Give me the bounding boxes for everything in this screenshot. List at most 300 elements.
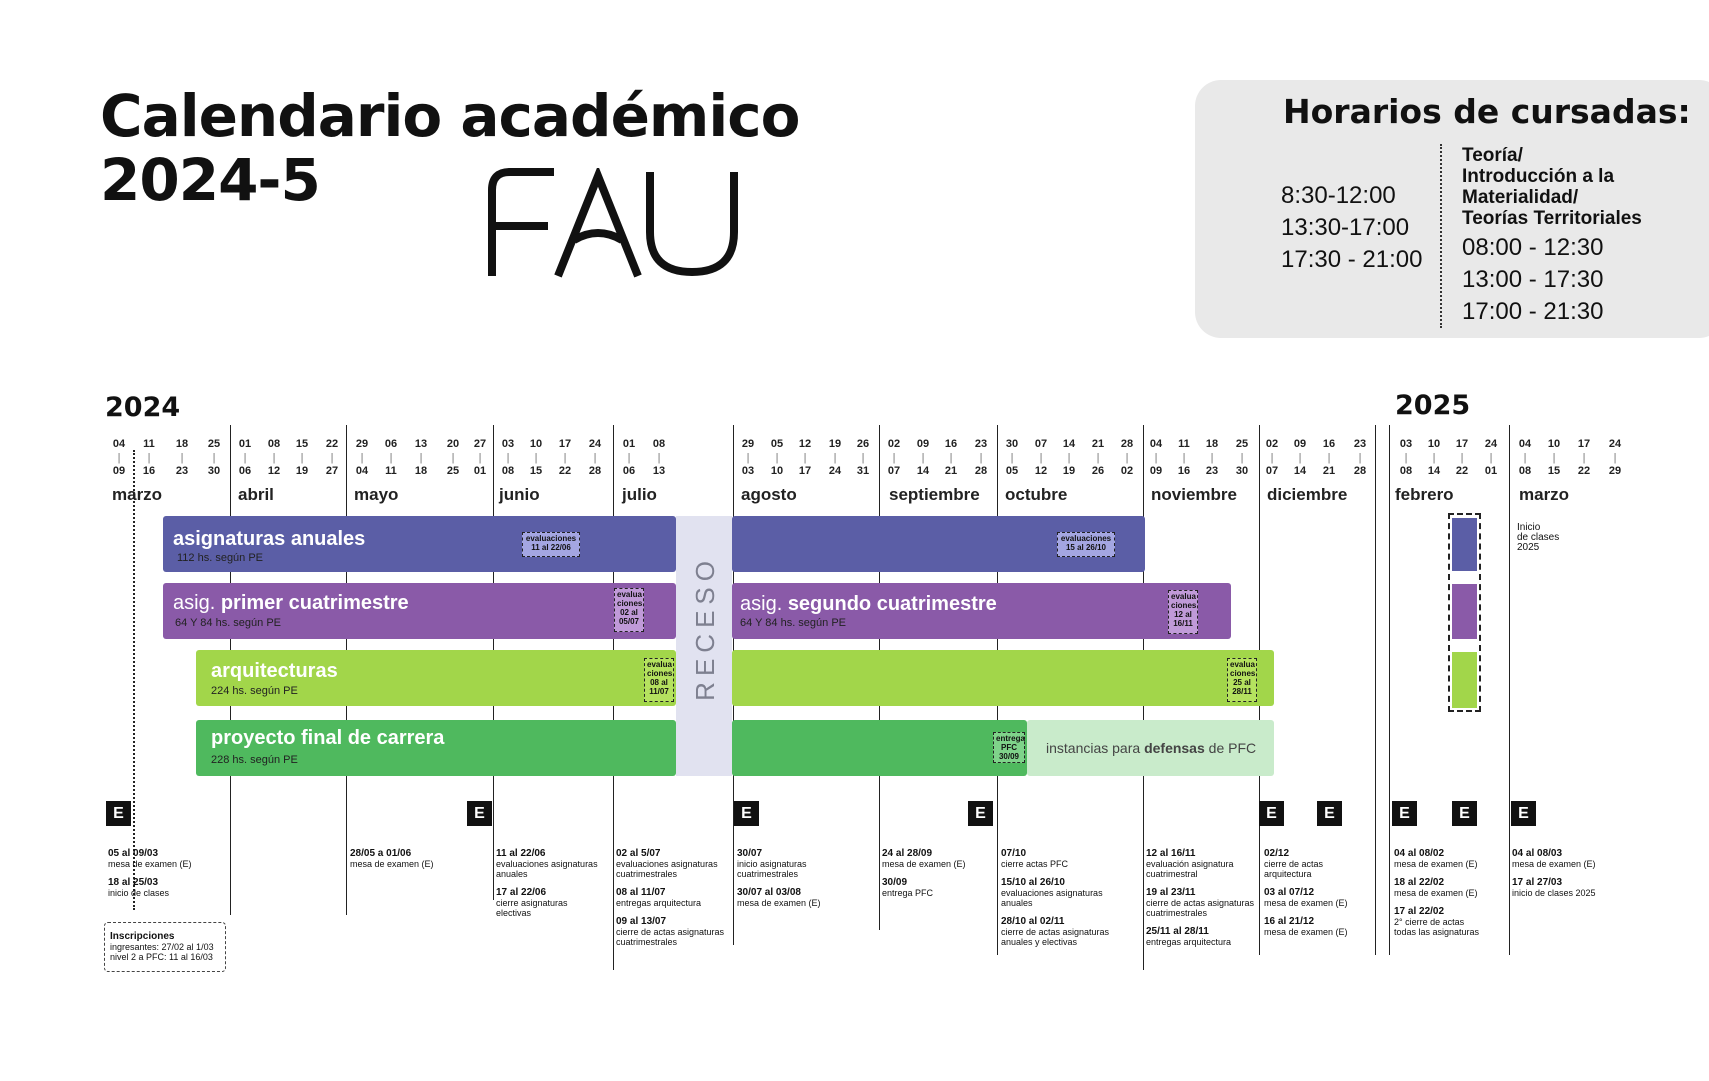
horarios-general [1281,180,1422,276]
note-text: anuales [1001,898,1033,908]
tick-mark: | [243,452,247,464]
week-end: 09 [1149,465,1163,477]
note-text: mesa de examen (E) [882,859,966,869]
eval-box [1168,590,1198,634]
note-text: cuatrimestrales [616,937,678,947]
eval-text: 30/09 [998,752,1020,761]
week-tick [582,438,608,478]
week-tick [201,438,227,478]
start-marker-line [133,450,135,910]
week-tick [1259,438,1285,478]
week-start: 09 [1293,438,1307,450]
horarios-divider [1440,144,1444,328]
tick-mark: | [1358,452,1362,464]
note-text: inicio asignaturas [737,859,807,869]
note-text: mesa de examen (E) [108,859,192,869]
note-text: evaluación asignatura [1146,859,1234,869]
note-text: 2° cierre de actas [1394,917,1465,927]
week-start: 23 [974,438,988,450]
week-start: 17 [558,438,572,450]
month-label: julio [622,485,657,504]
note-text: cierre actas PFC [1001,859,1069,869]
week-end: 28 [588,465,602,477]
tick-mark: | [1552,452,1556,464]
tick-mark: | [1210,452,1214,464]
note-date: 28/10 al 02/11 [1001,916,1065,927]
note-date: 30/09 [882,877,908,888]
inicio-2025 [1517,523,1559,553]
note-text: arquitectura [1264,869,1312,879]
week-tick [1287,438,1313,478]
week-start: 02 [1265,438,1279,450]
week-end: 30 [207,465,221,477]
note-text: evaluaciones asignaturas [1001,888,1103,898]
eval-text: evaluaciones [525,534,577,543]
tick-mark: | [1067,452,1071,464]
week-end: 03 [741,465,755,477]
defensas-bold: defensas [1144,740,1205,756]
week-start: 25 [1235,438,1249,450]
eval-text: evalua [617,590,642,599]
week-tick [136,438,162,478]
week-start: 16 [944,438,958,450]
tick-mark: | [921,452,925,464]
note-text: cierre asignaturas [496,898,568,908]
tick-mark: | [1125,452,1129,464]
note-date: 25/11 al 28/11 [1146,926,1209,937]
week-end: 30 [1235,465,1249,477]
eval-text: 28/11 [1232,687,1252,696]
tick-mark: | [451,452,455,464]
week-end: 13 [652,465,666,477]
week-start: 29 [355,438,369,450]
band-prefix: asig. [740,593,783,615]
band-anuales-sub: 112 hs. según PE [177,552,264,564]
week-end: 16 [142,465,156,477]
week-start: 24 [588,438,602,450]
week-tick [552,438,578,478]
week-start: 04 [112,438,126,450]
eval-box [1227,658,1257,702]
band-segundo-title [740,593,997,616]
inicio-line: 2025 [1517,542,1540,553]
week-start: 03 [501,438,515,450]
tick-mark: | [360,452,364,464]
band-pfc-sub: 228 hs. según PE [211,754,298,766]
note-date: 05 al 09/03 [108,848,159,859]
week-end: 19 [1062,465,1076,477]
month-label: abril [238,485,274,504]
week-tick [910,438,936,478]
eval-text: 11/07 [649,687,669,696]
title-line-1: Calendario académico [100,82,800,150]
week-start: 21 [1091,438,1105,450]
note-marzo-2025 [1512,848,1596,898]
year-divider [1375,425,1376,955]
week-start: 18 [1205,438,1219,450]
note-text: mesa de examen (E) [1264,898,1348,908]
week-start: 04 [1149,438,1163,450]
horario-slot: 17:00 - 21:30 [1462,298,1604,325]
subjects-line: Introducción a la [1462,166,1615,187]
tick-mark: | [1039,452,1043,464]
tick-mark: | [1613,452,1617,464]
band-pfc-title: proyecto final de carrera [211,727,445,749]
week-end: 07 [1265,465,1279,477]
note-text: anuales [496,869,528,879]
eval-text: evaluaciones [1060,534,1112,543]
week-tick [1114,438,1140,478]
note-date: 09 al 13/07 [616,916,667,927]
note-agosto [737,848,821,908]
week-tick [289,438,315,478]
subjects-line: Materialidad/ [1462,187,1579,208]
week-tick [1571,438,1597,478]
band-title: segundo cuatrimestre [787,593,997,615]
tick-mark: | [657,452,661,464]
year-divider [1389,425,1390,955]
week-tick [1347,438,1373,478]
week-end: 26 [1091,465,1105,477]
week-end: 08 [1518,465,1532,477]
month-label: mayo [354,485,399,504]
week-end: 22 [558,465,572,477]
week-start: 20 [446,438,460,450]
note-date: Inscripciones [110,931,175,942]
week-tick [1056,438,1082,478]
eval-text: 02 al [620,608,638,617]
week-tick [523,438,549,478]
week-end: 22 [1577,465,1591,477]
week-start: 13 [414,438,428,450]
horario-slot: 17:30 - 21:00 [1281,246,1423,273]
tick-mark: | [803,452,807,464]
note-date: 18 al 25/03 [108,877,159,888]
band-arq-2 [732,650,1274,706]
week-start: 08 [652,438,666,450]
horario-slot: 8:30-12:00 [1281,182,1396,209]
week-end: 19 [295,465,309,477]
eval-box [522,532,580,557]
week-tick [999,438,1025,478]
note-date: 28/05 a 01/06 [350,848,412,859]
note-text: mesa de examen (E) [1264,927,1348,937]
week-end: 24 [828,465,842,477]
week-end: 15 [529,465,543,477]
note-text: cierre de actas [1264,859,1324,869]
note-date: 04 al 08/03 [1512,848,1563,859]
week-end: 18 [414,465,428,477]
note-date: 15/10 al 26/10 [1001,877,1065,888]
tick-mark: | [892,452,896,464]
month-label: noviembre [1151,485,1237,504]
week-tick [467,438,493,478]
week-start: 23 [1353,438,1367,450]
week-tick [319,438,345,478]
week-end: 27 [325,465,339,477]
entrega-pfc-box [993,732,1025,763]
week-start: 12 [798,438,812,450]
week-tick [850,438,876,478]
tick-mark: | [506,452,510,464]
tick-mark: | [593,452,597,464]
exam-marker: E [106,801,131,826]
note-date: 04 al 08/02 [1394,848,1445,859]
exam-marker: E [467,801,492,826]
week-start: 27 [473,438,487,450]
note-date: 17 al 22/02 [1394,906,1445,917]
week-start: 25 [207,438,221,450]
defensas-label [1046,740,1256,756]
note-text: ingresantes: 27/02 al 1/03 [110,942,214,952]
note-date: 02/12 [1264,848,1290,859]
week-tick [1143,438,1169,478]
week-end: 31 [856,465,870,477]
receso-label: RECESO [690,555,720,701]
week-start: 24 [1484,438,1498,450]
week-tick [408,438,434,478]
week-tick [495,438,521,478]
week-end: 08 [501,465,515,477]
note-text: inicio de clases 2025 [1512,888,1596,898]
tick-mark: | [627,452,631,464]
eval-text: ciones [1230,669,1256,678]
week-tick [232,438,258,478]
month-label: agosto [741,485,797,504]
band-primer-title [173,592,409,615]
week-tick [1171,438,1197,478]
note-text: cuatrimestral [1146,869,1198,879]
week-tick [106,438,132,478]
eval-box [614,588,644,632]
note-marzo [108,848,192,898]
week-start: 24 [1608,438,1622,450]
week-tick [938,438,964,478]
week-tick [1421,438,1447,478]
note-date: 30/07 [737,848,763,859]
exam-marker: E [1392,801,1417,826]
note-text: cierre de actas asignaturas [1146,898,1255,908]
week-tick [792,438,818,478]
week-end: 21 [944,465,958,477]
month-label: marzo [1519,485,1570,504]
week-end: 14 [1293,465,1307,477]
tick-mark: | [1182,452,1186,464]
inicio-line: de clases [1517,532,1560,543]
note-text: mesa de examen (E) [1394,888,1478,898]
week-tick [1028,438,1054,478]
band-segundo-sub: 64 Y 84 hs. según PE [740,617,847,629]
tick-mark: | [1327,452,1331,464]
week-end: 28 [1353,465,1367,477]
note-date: 16 al 21/12 [1264,916,1315,927]
note-text: evaluaciones asignaturas [496,859,598,869]
tick-mark: | [300,452,304,464]
legend-anuales [1452,518,1477,571]
month-label: marzo [112,485,163,504]
tick-mark: | [1582,452,1586,464]
eval-text: 11 al 22/06 [531,543,571,552]
week-start: 14 [1062,438,1076,450]
week-tick [440,438,466,478]
note-date: 11 al 22/06 [496,848,546,859]
note-text: inicio de clases [108,888,170,898]
week-tick [261,438,287,478]
note-text: evaluaciones asignaturas [616,859,718,869]
week-start: 10 [1547,438,1561,450]
note-date: 17 al 27/03 [1512,877,1563,888]
tick-mark: | [117,452,121,464]
note-date: 19 al 23/11 [1146,887,1196,898]
week-start: 07 [1034,438,1048,450]
week-start: 02 [887,438,901,450]
eval-text: 08 al [650,678,668,687]
note-date: 07/10 [1001,848,1027,859]
week-end: 06 [238,465,252,477]
week-tick [1229,438,1255,478]
week-tick [616,438,642,478]
week-end: 14 [1427,465,1441,477]
month-label: junio [499,485,540,504]
note-date: 18 al 22/02 [1394,877,1445,888]
tick-mark: | [1523,452,1527,464]
note-text: mesa de examen (E) [1394,859,1478,869]
week-tick [881,438,907,478]
fau-logo [488,168,738,278]
eval-text: 15 al 26/10 [1065,543,1107,552]
tick-mark: | [746,452,750,464]
tick-mark: | [330,452,334,464]
band-prefix: asig. [173,592,216,614]
week-end: 01 [473,465,487,477]
tick-mark: | [1240,452,1244,464]
tick-mark: | [212,452,216,464]
week-end: 17 [798,465,812,477]
subjects-line: Teoría/ [1462,145,1523,166]
eval-text: PFC [1001,743,1017,752]
week-tick [735,438,761,478]
week-start: 26 [856,438,870,450]
note-septiembre [882,848,966,898]
defensas-pre: instancias para [1046,740,1145,756]
eval-text: evalua [1230,660,1255,669]
note-text: anuales y electivas [1001,937,1078,947]
note-date: 24 al 28/09 [882,848,933,859]
week-end: 10 [770,465,784,477]
legend-cuatrimestre [1452,584,1477,639]
eval-text: 05/07 [618,617,640,626]
tick-mark: | [1154,452,1158,464]
week-end: 09 [112,465,126,477]
note-text: mesa de examen (E) [737,898,821,908]
week-start: 08 [267,438,281,450]
week-tick [1393,438,1419,478]
eval-text: ciones [647,669,673,678]
month-label: octubre [1005,485,1068,504]
week-tick [1085,438,1111,478]
note-octubre [1001,848,1109,947]
week-start: 29 [741,438,755,450]
exam-marker: E [1511,801,1536,826]
band-arq-title: arquitecturas [211,660,338,682]
week-tick [646,438,672,478]
week-start: 01 [238,438,252,450]
week-end: 25 [446,465,460,477]
tick-mark: | [389,452,393,464]
note-mayo [350,848,434,869]
week-end: 08 [1399,465,1413,477]
note-text: cuatrimestrales [737,869,799,879]
horarios-title: Horarios de cursadas: [1283,92,1691,131]
week-start: 11 [1178,438,1190,450]
band-arq-sub: 224 hs. según PE [211,685,298,697]
note-date: 30/07 al 03/08 [737,887,801,898]
week-end: 11 [385,465,397,477]
note-diciembre [1264,848,1348,937]
week-end: 23 [1205,465,1219,477]
week-start: 06 [384,438,398,450]
band-primer-sub: 64 Y 84 hs. según PE [175,617,282,629]
eval-text: ciones [617,599,643,608]
week-end: 12 [267,465,281,477]
eval-box [1057,532,1115,557]
exam-marker: E [1317,801,1342,826]
note-junio [496,848,598,918]
week-start: 04 [1518,438,1532,450]
week-end: 05 [1005,465,1019,477]
tick-mark: | [979,452,983,464]
tick-mark: | [833,452,837,464]
week-end: 15 [1547,465,1561,477]
tick-mark: | [180,452,184,464]
note-text: cierre de actas asignaturas [1001,927,1110,937]
note-text: entrega PFC [882,888,934,898]
week-tick [1478,438,1504,478]
eval-text: 12 al [1174,610,1192,619]
tick-mark: | [1096,452,1100,464]
tick-mark: | [1298,452,1302,464]
week-tick [1512,438,1538,478]
week-end: 23 [175,465,189,477]
horario-slot: 13:30-17:00 [1281,214,1410,241]
week-end: 16 [1177,465,1191,477]
tick-mark: | [1270,452,1274,464]
year-2025: 2025 [1395,390,1471,421]
week-tick [169,438,195,478]
defensas-post: de PFC [1204,740,1257,756]
title-line-2: 2024-5 [100,146,320,214]
exam-marker: E [968,801,993,826]
week-tick [1316,438,1342,478]
eval-text: 25 al [1233,678,1251,687]
week-end: 22 [1455,465,1469,477]
note-date: 17 al 22/06 [496,887,547,898]
week-start: 30 [1005,438,1019,450]
note-text: cuatrimestrales [1146,908,1208,918]
tick-mark: | [1460,452,1464,464]
note-noviembre [1146,848,1254,947]
week-start: 09 [916,438,930,450]
band-anuales-title: asignaturas anuales [173,528,366,550]
week-start: 10 [529,438,543,450]
week-end: 29 [1608,465,1622,477]
horario-slot: 08:00 - 12:30 [1462,234,1604,261]
week-tick [1541,438,1567,478]
band-pfc-2 [732,720,1027,776]
tick-mark: | [147,452,151,464]
week-start: 11 [143,438,155,450]
note-text: entregas arquitectura [1146,937,1232,947]
